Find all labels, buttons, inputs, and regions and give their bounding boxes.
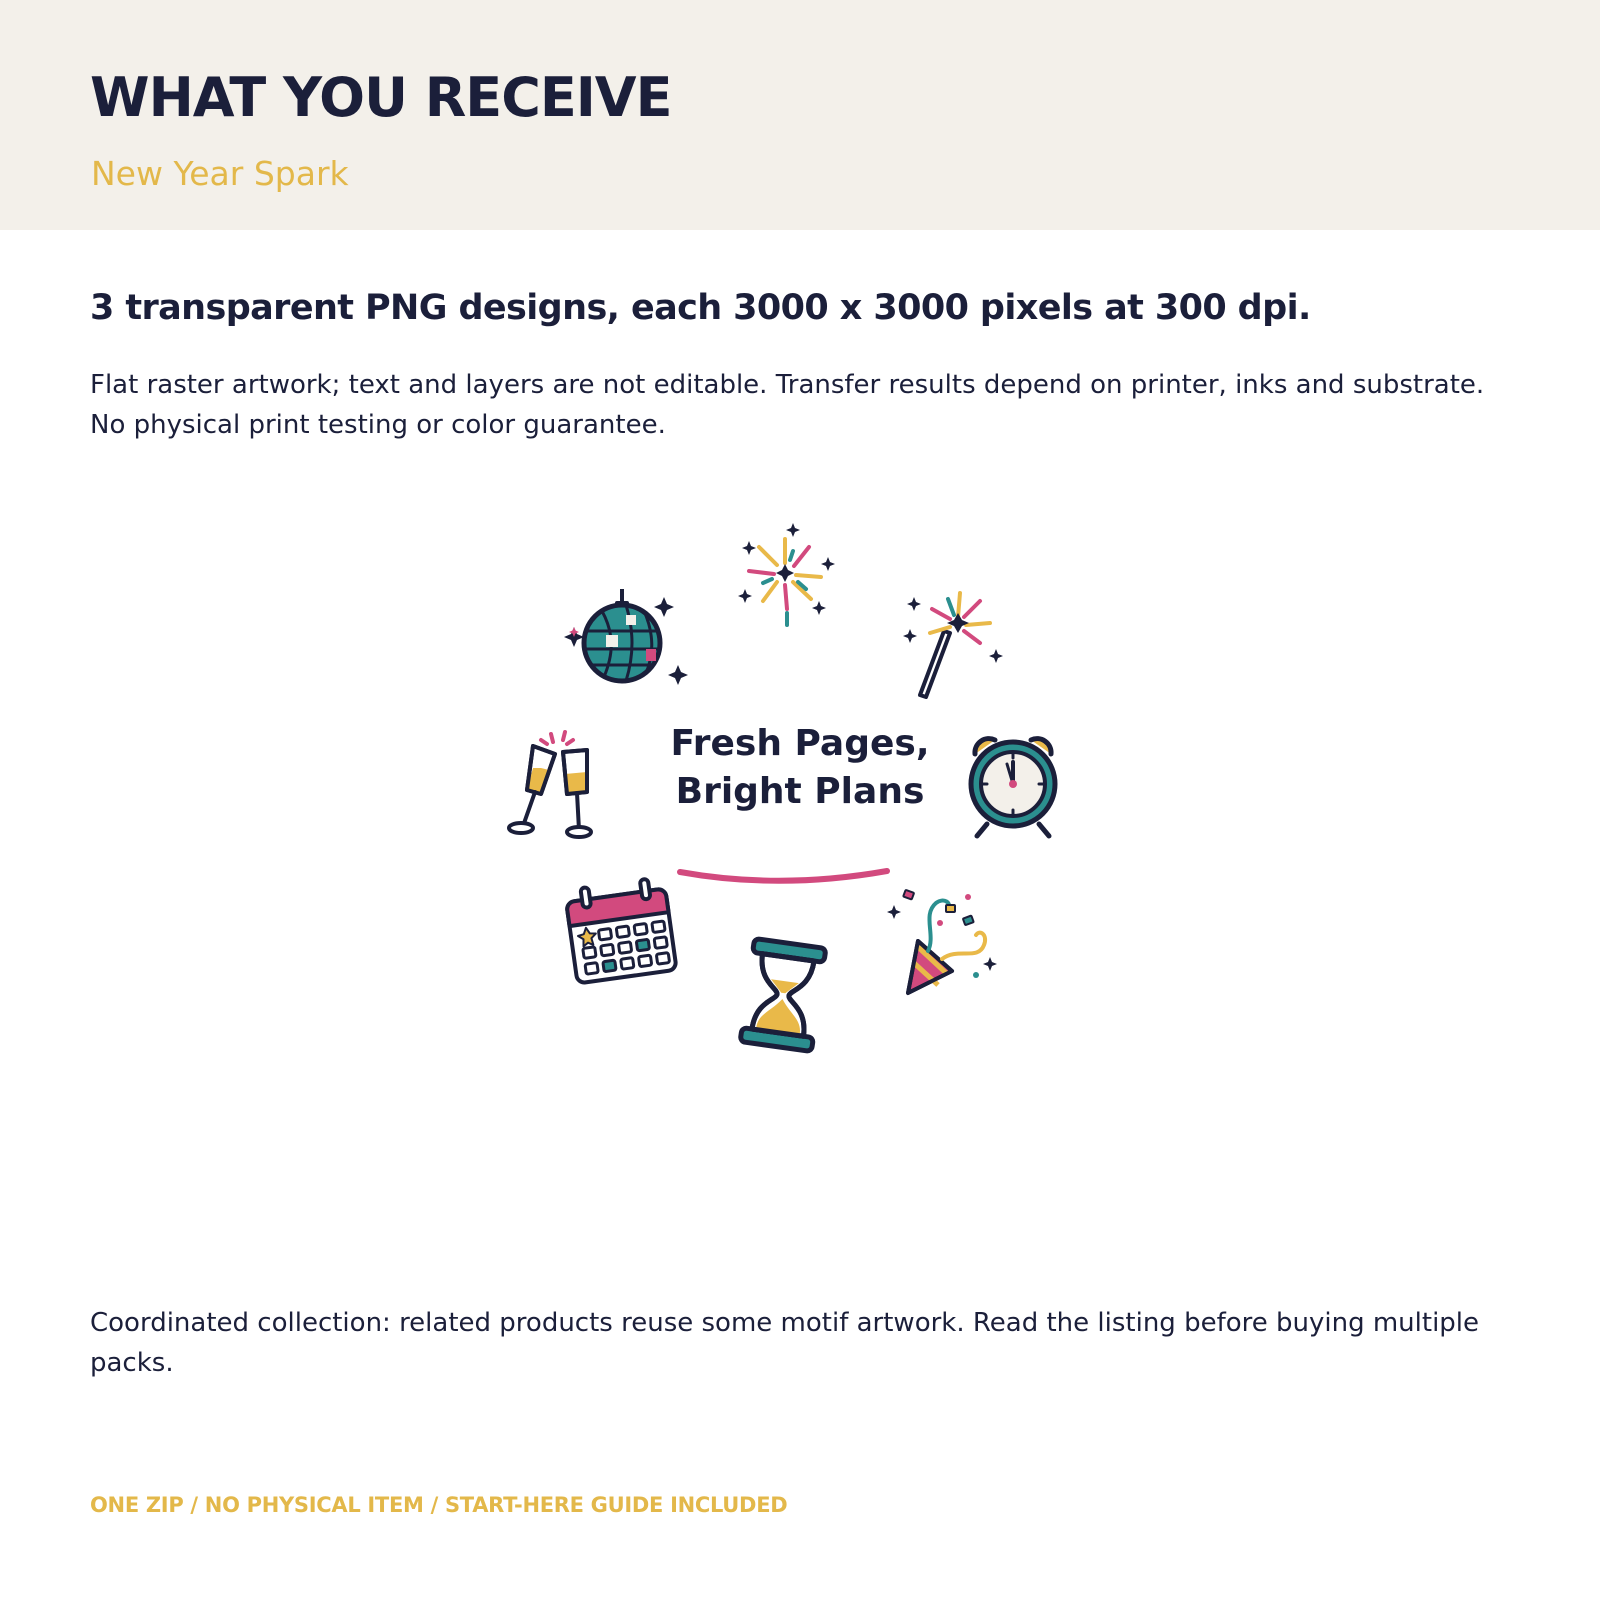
sparkler-icon — [903, 593, 1003, 697]
collection-note — [90, 1303, 1530, 1383]
note-line: packs. — [90, 1348, 174, 1378]
page-title: WHAT YOU RECEIVE — [90, 66, 672, 129]
design-tagline — [480, 720, 1120, 816]
spec-description — [90, 365, 1530, 445]
header-band — [0, 0, 1600, 230]
firework-icon — [738, 523, 835, 625]
tagline-line: Fresh Pages, — [670, 723, 930, 764]
calendar-icon — [565, 877, 677, 984]
product-name: New Year Spark — [91, 154, 349, 193]
note-line: Coordinated collection: related products reuse some motif artwork. Read the listing before buying multiple — [90, 1308, 1480, 1338]
spec-headline: 3 transparent PNG designs, each 3000 x 3000 pixels at 300 dpi. — [90, 288, 1311, 328]
party-popper-icon — [887, 890, 997, 993]
tagline-line: Bright Plans — [675, 771, 925, 812]
disco-ball-icon — [564, 589, 688, 685]
hourglass-icon — [740, 938, 826, 1051]
swoosh-underline — [680, 871, 887, 881]
product-illustration — [480, 505, 1120, 1105]
footer-caption: ONE ZIP / NO PHYSICAL ITEM / START-HERE GUIDE INCLUDED — [90, 1493, 788, 1517]
description-line: No physical print testing or color guarantee. — [90, 410, 666, 440]
description-line: Flat raster artwork; text and layers are not editable. Transfer results depend on printer, inks and substrate. — [90, 370, 1485, 400]
